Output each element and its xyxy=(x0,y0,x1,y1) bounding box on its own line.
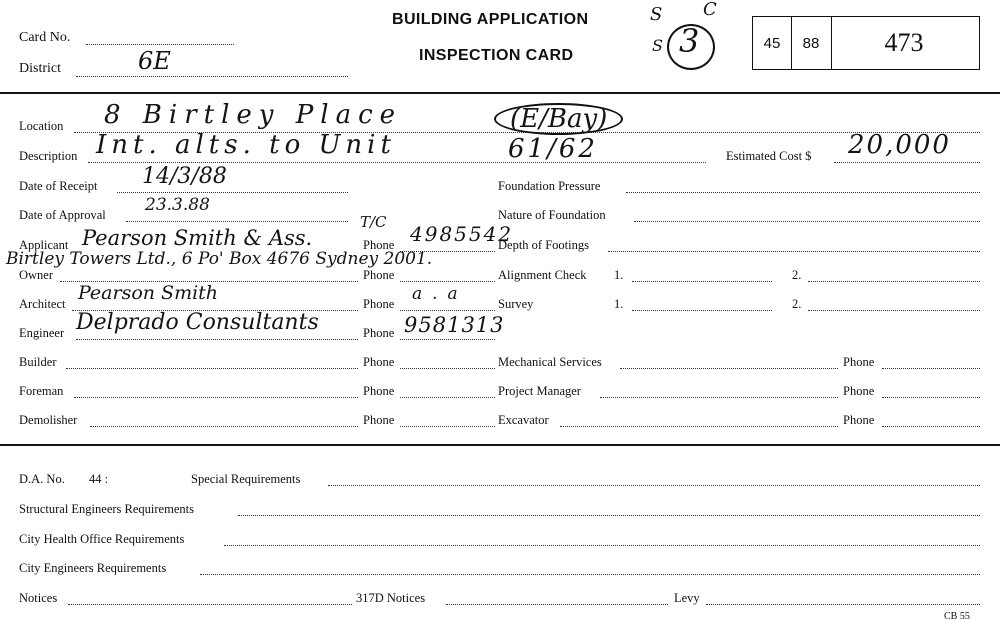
city-engineers-field[interactable] xyxy=(200,574,980,575)
project-manager-field[interactable] xyxy=(600,397,838,398)
district-field[interactable] xyxy=(76,76,348,77)
engineer-phone-field[interactable] xyxy=(400,339,495,340)
date-receipt-field[interactable] xyxy=(117,192,348,193)
applicant-phone-value: 4985542 xyxy=(410,222,514,246)
district-label: District xyxy=(19,61,61,76)
foundation-pressure-label: Foundation Pressure xyxy=(498,179,601,193)
demolisher-label: Demolisher xyxy=(19,413,78,427)
location-label: Location xyxy=(19,119,64,133)
demolisher-phone-label: Phone xyxy=(363,413,395,427)
ref-box-cell-3 xyxy=(831,17,977,69)
notices-field[interactable] xyxy=(68,604,352,605)
excavator-phone-field[interactable] xyxy=(882,426,980,427)
engineer-phone-value: 9581313 xyxy=(404,313,505,337)
foreman-label: Foreman xyxy=(19,384,64,398)
location-value: 8 Birtley Place xyxy=(104,100,403,130)
nature-foundation-label: Nature of Foundation xyxy=(498,208,606,222)
notices-317d-label: 317D Notices xyxy=(356,591,426,605)
architect-phone-field[interactable] xyxy=(400,310,495,311)
builder-phone-label: Phone xyxy=(363,355,395,369)
applicant-label: Applicant xyxy=(19,238,69,252)
owner-label: Owner xyxy=(19,268,54,282)
district-value: 6E xyxy=(138,47,171,75)
applicant-tc: T/C xyxy=(360,213,387,231)
mechanical-phone-field[interactable] xyxy=(882,368,980,369)
builder-field[interactable] xyxy=(66,368,358,369)
architect-phone-label: Phone xyxy=(363,297,395,311)
engineer-value: Delprado Consultants xyxy=(76,310,319,335)
survey-1-field[interactable] xyxy=(632,310,772,311)
foundation-pressure-field[interactable] xyxy=(626,192,980,193)
divider-top xyxy=(0,92,1000,94)
engineer-field[interactable] xyxy=(76,339,358,340)
excavator-phone-label: Phone xyxy=(843,413,875,427)
architect-value: Pearson Smith xyxy=(78,282,219,304)
owner-phone-field[interactable] xyxy=(400,281,495,282)
ref-box-num-3: 473 xyxy=(884,28,924,57)
demolisher-phone-field[interactable] xyxy=(400,426,495,427)
description-suffix: 61/62 xyxy=(508,134,598,164)
card-no-label: Card No. xyxy=(19,30,71,45)
foreman-phone-label: Phone xyxy=(363,384,395,398)
demolisher-field[interactable] xyxy=(90,426,358,427)
engineer-phone-label: Phone xyxy=(363,326,395,340)
builder-label: Builder xyxy=(19,355,57,369)
ref-box-num-1: 45 xyxy=(763,34,781,52)
da-no-value: 44 : xyxy=(89,472,109,486)
alignment-2-label: 2. xyxy=(792,268,802,282)
card-no-field[interactable] xyxy=(86,44,234,45)
date-approval-label: Date of Approval xyxy=(19,208,106,222)
owner-value: Birtley Towers Ltd., 6 Po' Box 4676 Sydney 2001. xyxy=(6,249,433,269)
depth-footings-field[interactable] xyxy=(608,251,980,252)
circled-number: 3 xyxy=(679,22,700,60)
ref-box-cell-2 xyxy=(791,17,832,69)
ref-box-num-2: 88 xyxy=(802,34,820,52)
date-approval-field[interactable] xyxy=(126,221,348,222)
architect-phone-value: a.a xyxy=(412,284,468,304)
survey-2-field[interactable] xyxy=(808,310,980,311)
city-engineers-label: City Engineers Requirements xyxy=(19,561,167,575)
foreman-field[interactable] xyxy=(74,397,358,398)
handwritten-s-left: S xyxy=(652,36,663,55)
special-requirements-label: Special Requirements xyxy=(191,472,301,486)
handwritten-c: C xyxy=(703,0,717,20)
estimated-cost-label: Estimated Cost $ xyxy=(726,149,812,163)
city-health-label: City Health Office Requirements xyxy=(19,532,185,546)
location-suffix: (E/Bay) xyxy=(494,103,623,135)
date-receipt-value: 14/3/88 xyxy=(142,164,227,189)
engineer-label: Engineer xyxy=(19,326,65,340)
owner-phone-label: Phone xyxy=(363,268,395,282)
special-requirements-field[interactable] xyxy=(328,485,980,486)
applicant-phone-label: Phone xyxy=(363,238,395,252)
estimated-cost-field[interactable] xyxy=(834,162,980,163)
reference-box xyxy=(752,16,980,70)
excavator-field[interactable] xyxy=(560,426,838,427)
description-label: Description xyxy=(19,149,78,163)
nature-foundation-field[interactable] xyxy=(634,221,980,222)
alignment-check-label: Alignment Check xyxy=(498,268,587,282)
handwritten-s-top: S xyxy=(650,4,663,25)
applicant-value: Pearson Smith & Ass. xyxy=(82,226,313,250)
project-manager-phone-label: Phone xyxy=(843,384,875,398)
survey-2-label: 2. xyxy=(792,297,802,311)
notices-317d-field[interactable] xyxy=(446,604,668,605)
structural-engineers-label: Structural Engineers Requirements xyxy=(19,502,194,516)
survey-1-label: 1. xyxy=(614,297,624,311)
levy-field[interactable] xyxy=(706,604,980,605)
date-approval-value: 23.3.88 xyxy=(145,195,210,215)
date-receipt-label: Date of Receipt xyxy=(19,179,98,193)
levy-label: Levy xyxy=(674,591,700,605)
notices-label: Notices xyxy=(19,591,58,605)
alignment-1-field[interactable] xyxy=(632,281,772,282)
estimated-cost-value: 20,000 xyxy=(848,130,951,160)
alignment-1-label: 1. xyxy=(614,268,624,282)
da-no-label: D.A. No. xyxy=(19,472,65,486)
form-code: CB 55 xyxy=(944,611,970,622)
ref-box-cell-1 xyxy=(753,17,792,69)
survey-label: Survey xyxy=(498,297,534,311)
architect-label: Architect xyxy=(19,297,66,311)
depth-footings-label: Depth of Footings xyxy=(498,238,589,252)
mechanical-services-label: Mechanical Services xyxy=(498,355,602,369)
excavator-label: Excavator xyxy=(498,413,549,427)
foreman-phone-field[interactable] xyxy=(400,397,495,398)
description-field[interactable] xyxy=(88,162,706,163)
structural-engineers-field[interactable] xyxy=(238,515,980,516)
mechanical-phone-label: Phone xyxy=(843,355,875,369)
card-title-line1: BUILDING APPLICATION xyxy=(392,11,589,28)
project-manager-phone-field[interactable] xyxy=(882,397,980,398)
alignment-2-field[interactable] xyxy=(808,281,980,282)
description-value: Int. alts. to Unit xyxy=(96,130,396,160)
builder-phone-field[interactable] xyxy=(400,368,495,369)
divider-middle xyxy=(0,444,1000,446)
city-health-field[interactable] xyxy=(224,545,980,546)
card-title-line2: INSPECTION CARD xyxy=(419,47,574,64)
project-manager-label: Project Manager xyxy=(498,384,581,398)
mechanical-services-field[interactable] xyxy=(620,368,838,369)
